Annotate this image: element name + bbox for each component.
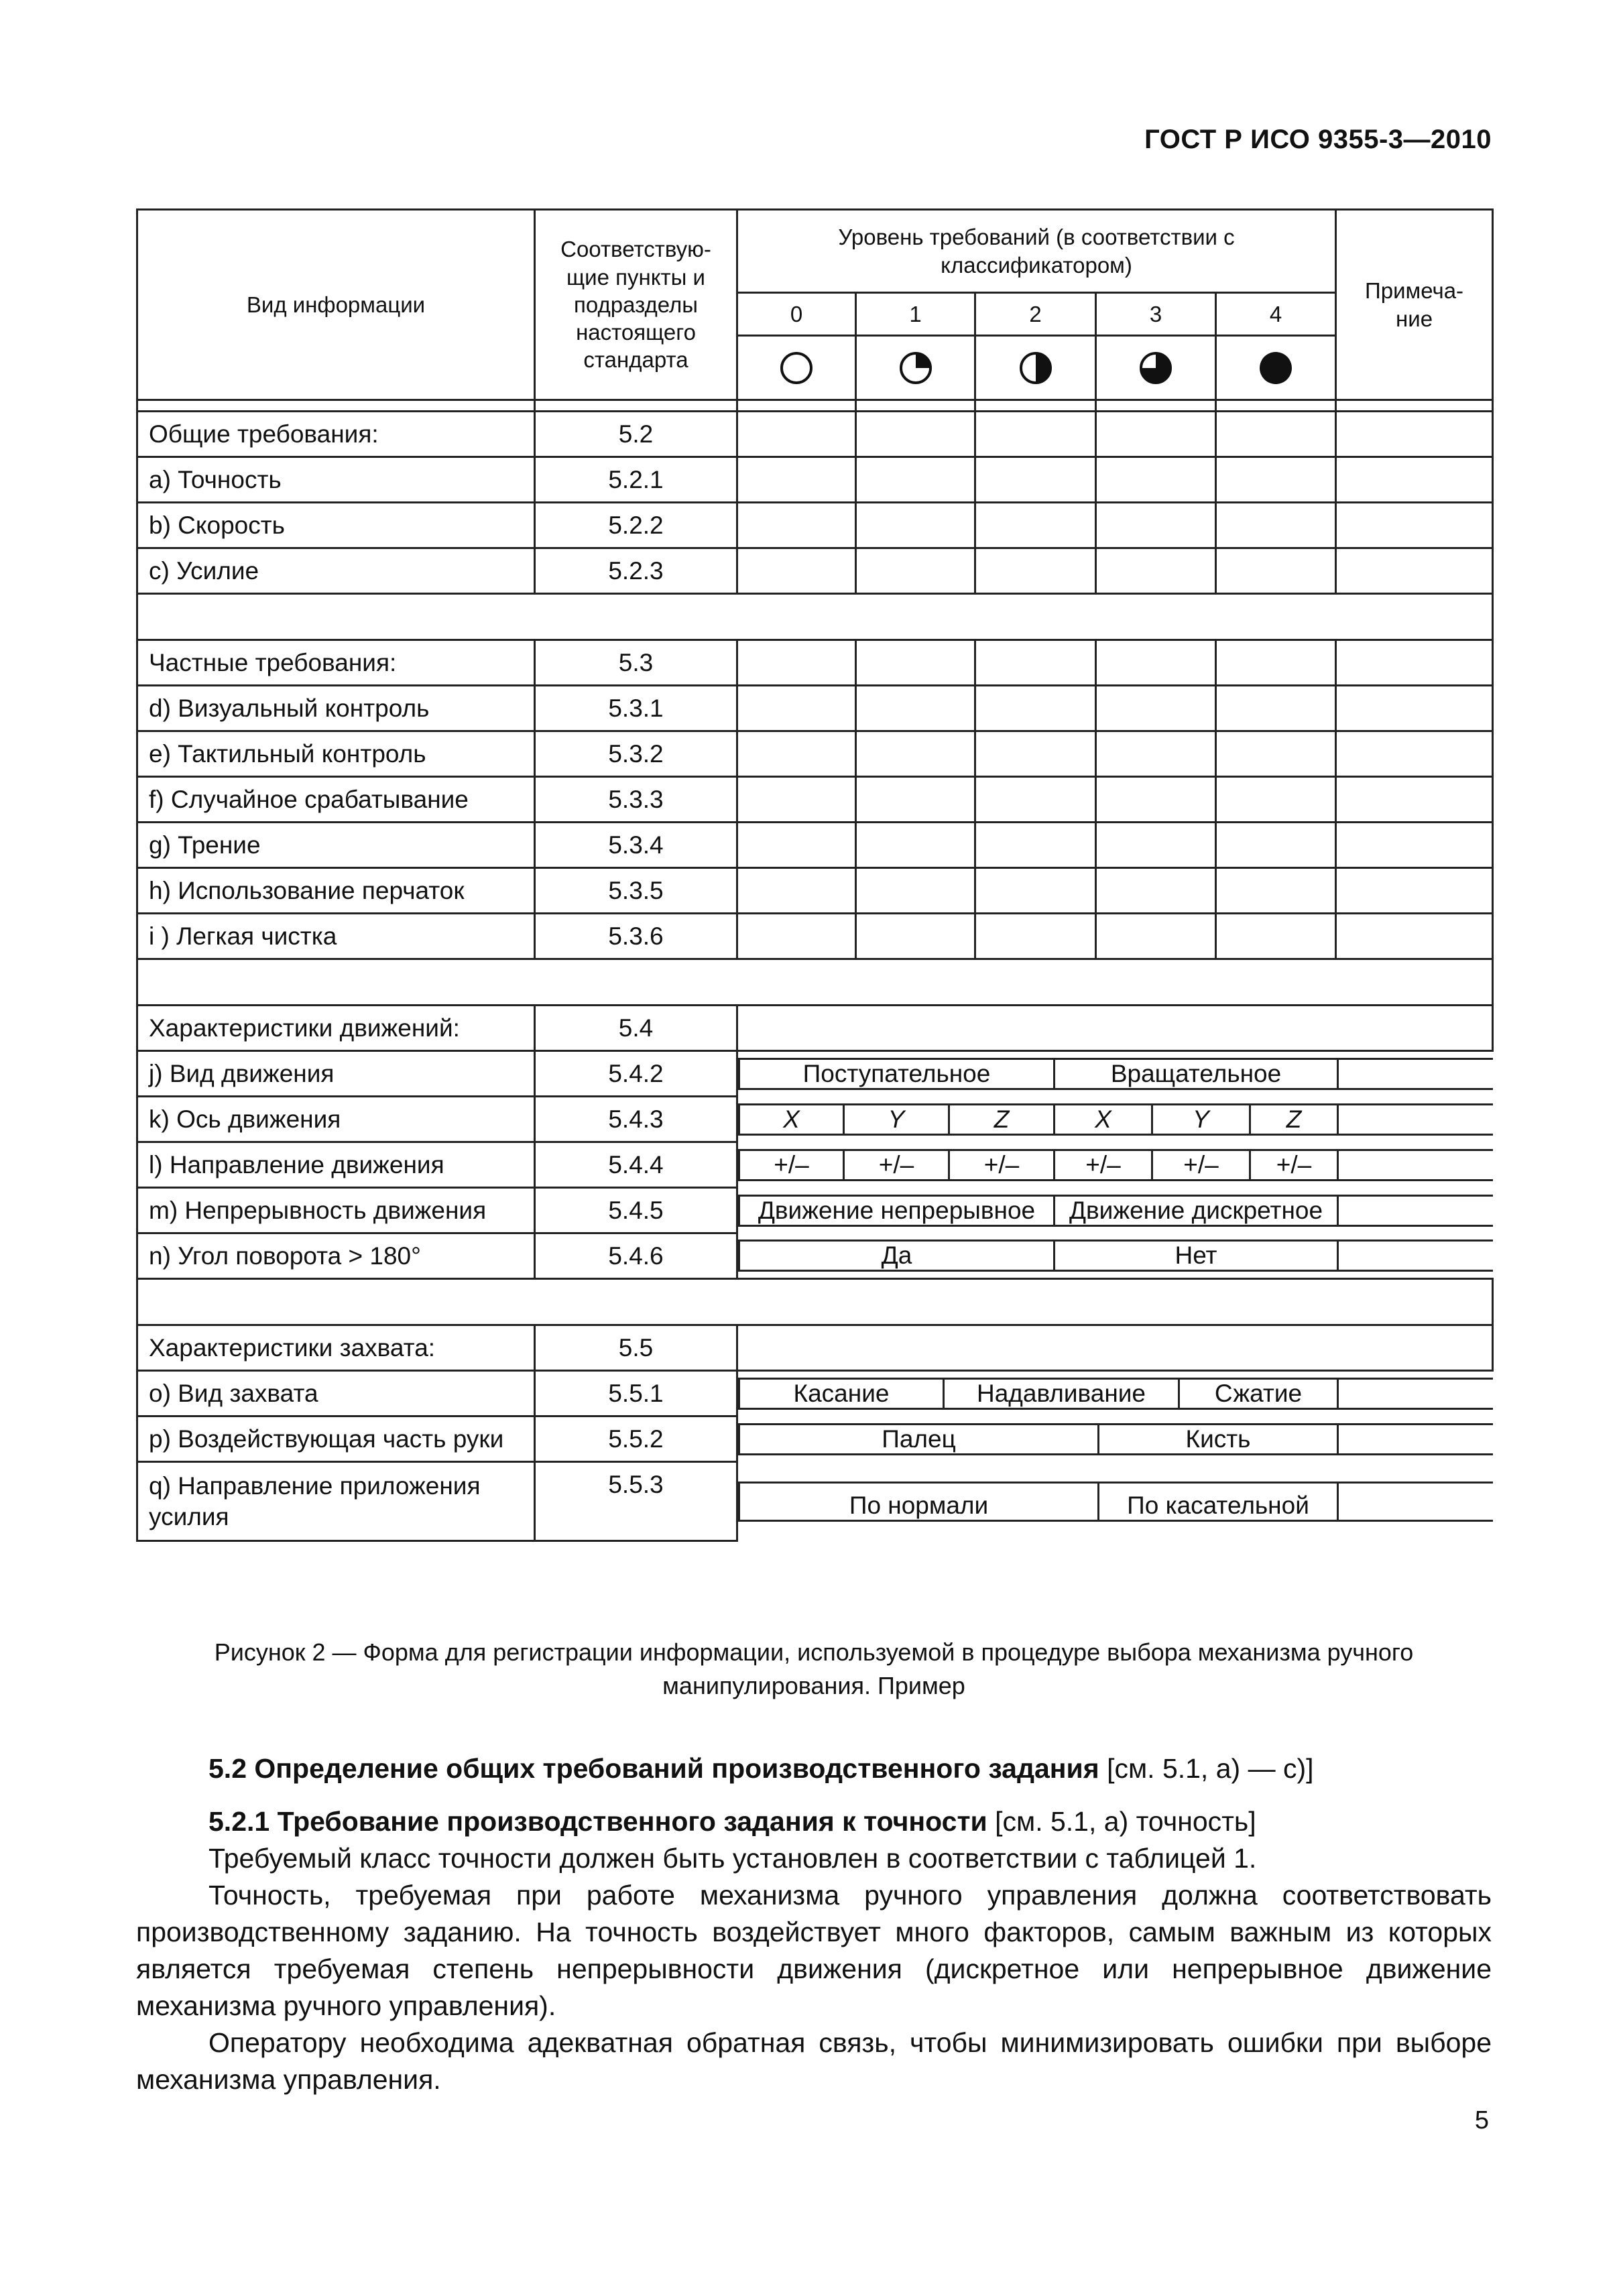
separator-row: [137, 959, 1493, 1006]
row-label: j) Вид движения: [137, 1051, 535, 1097]
paragraph: Требуемый класс точности должен быть установлен в соответствии с таблицей 1.: [208, 1842, 1257, 1874]
row-clause: 5.3.5: [535, 868, 737, 914]
direction-cell: +/–: [1250, 1150, 1338, 1180]
paragraph: Оператору необходима адекватная обратная связь, чтобы минимизировать ошибки при выборе механизма управления.: [136, 2027, 1492, 2095]
level-2-half-circle-icon: [975, 336, 1096, 400]
table-row: [137, 1051, 1493, 1097]
table-row: [137, 412, 1493, 457]
row-label: n) Угол поворота > 180°: [137, 1233, 535, 1279]
row-clause: 5.4.3: [535, 1097, 737, 1142]
row-label: l) Направление движения: [137, 1142, 535, 1188]
row-clause: 5.5.1: [535, 1371, 737, 1416]
row-label: q) Направление приложения усилия: [137, 1462, 535, 1541]
row-label: Характеристики захвата:: [137, 1325, 535, 1371]
row-label: c) Усилие: [137, 548, 535, 594]
motion-kind-rotational: Вращательное: [1055, 1059, 1338, 1089]
row-clause: 5.4.4: [535, 1142, 737, 1188]
axis-cell: Z: [949, 1104, 1055, 1134]
row-clause: 5.5.3: [535, 1462, 737, 1541]
grip-touch: Касание: [739, 1379, 944, 1409]
row-clause: 5.2.2: [535, 503, 737, 548]
row-label: a) Точность: [137, 457, 535, 503]
table-row: [137, 1462, 1493, 1541]
angle-no: Нет: [1055, 1240, 1338, 1270]
document-id: ГОСТ Р ИСО 9355-3—2010: [1144, 125, 1492, 154]
row-label: d) Визуальный контроль: [137, 686, 535, 731]
row-label: Частные требования:: [137, 640, 535, 686]
table-row: [137, 1142, 1493, 1188]
section-5-2-1: [136, 1803, 1492, 2098]
row-label: h) Использование перчаток: [137, 868, 535, 914]
table-row: [137, 1006, 1493, 1051]
header-notes: Примеча-ние: [1336, 210, 1493, 400]
level-number: 4: [1216, 293, 1336, 336]
force-tangential: По касательной: [1099, 1482, 1338, 1520]
direction-cell: +/–: [949, 1150, 1055, 1180]
row-label: b) Скорость: [137, 503, 535, 548]
table-row: [137, 686, 1493, 731]
subsection-reference: [см. 5.1, а) точность]: [987, 1806, 1256, 1837]
row-clause: 5.3.3: [535, 777, 737, 823]
header-info-type: Вид информации: [137, 210, 535, 400]
level-4-full-circle-icon: [1216, 336, 1336, 400]
row-clause: 5.4.6: [535, 1233, 737, 1279]
direction-cell: +/–: [844, 1150, 949, 1180]
level-number: 0: [737, 293, 856, 336]
motion-discrete: Движение дискретное: [1055, 1195, 1338, 1225]
row-label: k) Ось движения: [137, 1097, 535, 1142]
hand-part-finger: Палец: [739, 1424, 1099, 1454]
direction-cell: +/–: [1055, 1150, 1152, 1180]
level-3-three-quarter-circle-icon: [1096, 336, 1216, 400]
axis-cell: Y: [1152, 1104, 1250, 1134]
table-row: [137, 1188, 1493, 1233]
row-label: e) Тактильный контроль: [137, 731, 535, 777]
table-row: [137, 1371, 1493, 1416]
subsection-heading: 5.2.1 Требование производственного задания к точности: [208, 1806, 987, 1837]
hand-part-hand: Кисть: [1099, 1424, 1338, 1454]
axis-cell: X: [1055, 1104, 1152, 1134]
level-1-quarter-circle-icon: [856, 336, 975, 400]
row-label: p) Воздействующая часть руки: [137, 1416, 535, 1462]
grip-press: Надавливание: [944, 1379, 1179, 1409]
row-label: m) Непрерывность движения: [137, 1188, 535, 1233]
section-5-2: [136, 1750, 1492, 1787]
header-clauses: Соответствую-щие пункты и подразделы настоящего стандарта: [535, 210, 737, 400]
row-clause: 5.2.3: [535, 548, 737, 594]
table-row: [137, 1097, 1493, 1142]
row-clause: 5.5.2: [535, 1416, 737, 1462]
row-label: f) Случайное срабатывание: [137, 777, 535, 823]
row-clause: 5.4.2: [535, 1051, 737, 1097]
row-clause: 5.3.4: [535, 823, 737, 868]
direction-cell: +/–: [739, 1150, 844, 1180]
row-clause: 5.4: [535, 1006, 737, 1051]
row-label: g) Трение: [137, 823, 535, 868]
table-row: [137, 914, 1493, 959]
row-clause: 5.2: [535, 412, 737, 457]
row-clause: 5.3: [535, 640, 737, 686]
row-label: Характеристики движений:: [137, 1006, 535, 1051]
row-label: o) Вид захвата: [137, 1371, 535, 1416]
axis-cell: X: [739, 1104, 844, 1134]
motion-continuous: Движение непрерывное: [739, 1195, 1055, 1225]
table-row: [137, 1416, 1493, 1462]
table-row: [137, 457, 1493, 503]
row-clause: 5.3.2: [535, 731, 737, 777]
separator-row: [137, 594, 1493, 640]
row-clause: 5.3.1: [535, 686, 737, 731]
level-number: 1: [856, 293, 975, 336]
figure-caption: Рисунок 2 — Форма для регистрации информации, используемой в процедуре выбора механизма ручного манипулирования. Пример: [214, 1638, 1414, 1700]
registration-form-table: [136, 208, 1494, 1542]
table-row: [137, 823, 1493, 868]
level-number: 3: [1096, 293, 1216, 336]
paragraph: Точность, требуемая при работе механизма ручного управления должна соответствовать производственному заданию. На точность воздействует много факторов, самым важным из которых является требуемая степень непрерывности движения (дискретное или непрерывное движение механизма ручного управления).: [136, 1879, 1492, 2021]
row-clause: 5.4.5: [535, 1188, 737, 1233]
section-reference: [см. 5.1, а) — с)]: [1099, 1753, 1314, 1784]
page-number: 5: [1474, 2106, 1489, 2134]
angle-yes: Да: [739, 1240, 1055, 1270]
row-clause: 5.5: [535, 1325, 737, 1371]
table-row: [137, 777, 1493, 823]
header-requirement-level: Уровень требований (в соответствии с классификатором): [737, 210, 1336, 293]
grip-squeeze: Сжатие: [1179, 1379, 1338, 1409]
axis-cell: Y: [844, 1104, 949, 1134]
table-row: [137, 868, 1493, 914]
table-row: [137, 548, 1493, 594]
motion-kind-translational: Поступательное: [739, 1059, 1055, 1089]
force-normal: По нормали: [739, 1482, 1099, 1520]
table-row: [137, 503, 1493, 548]
separator-row: [137, 1279, 1493, 1325]
row-label: Общие требования:: [137, 412, 535, 457]
direction-cell: +/–: [1152, 1150, 1250, 1180]
table-row: [137, 640, 1493, 686]
axis-cell: Z: [1250, 1104, 1338, 1134]
level-0-empty-circle-icon: [737, 336, 856, 400]
row-clause: 5.3.6: [535, 914, 737, 959]
table-row: [137, 1233, 1493, 1279]
table-row: [137, 731, 1493, 777]
row-clause: 5.2.1: [535, 457, 737, 503]
table-row: [137, 1325, 1493, 1371]
level-number: 2: [975, 293, 1096, 336]
row-label: i ) Легкая чистка: [137, 914, 535, 959]
section-heading: 5.2 Определение общих требований производственного задания: [208, 1753, 1099, 1784]
